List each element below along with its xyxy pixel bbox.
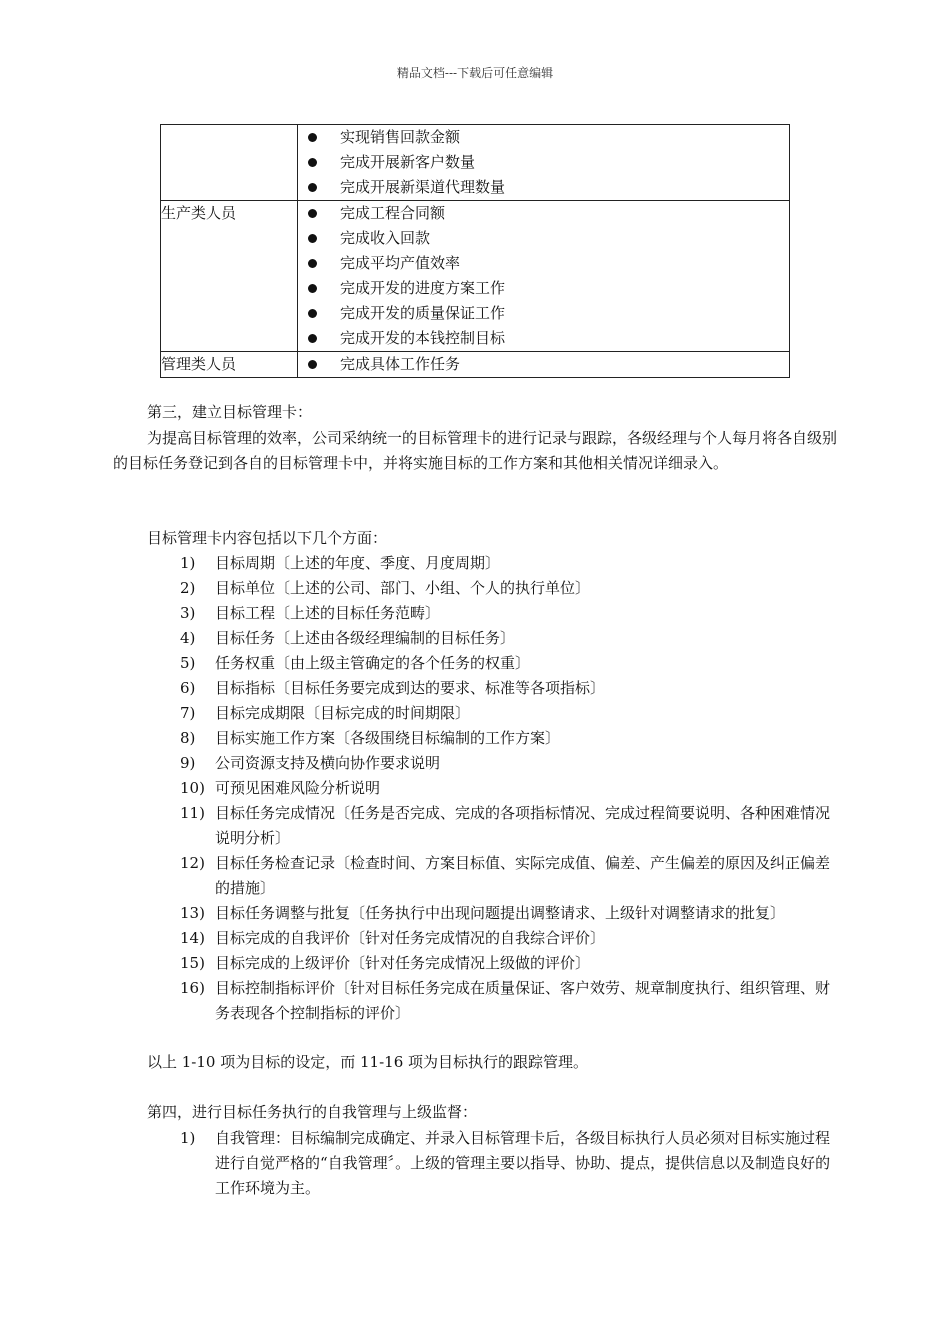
table-row [161, 125, 790, 201]
list-item: 2) 目标单位〔上述的公司、部门、小组、个人的执行单位〕 [180, 579, 591, 597]
list-item: 完成收入回款 [298, 226, 789, 251]
table-row [161, 352, 790, 378]
bullet-icon [308, 158, 317, 167]
list-item: 完成工程合同额 [298, 201, 789, 226]
section3-body: 为提高目标管理的效率，公司采纳统一的目标管理卡的进行记录与跟踪，各级经理与个人每月将各自级别的目标任务登记到各自的目标管理卡中，并将实施目标的工作方案和其他相关情况详细录入。 [113, 429, 838, 472]
items-cell [298, 201, 790, 352]
table-row [161, 201, 790, 352]
list-item: 完成开展新渠道代理数量 [298, 175, 789, 200]
page-header: 精品文档---下载后可任意编辑 [396, 66, 554, 80]
items-cell [298, 352, 790, 378]
bullet-icon [308, 183, 317, 192]
list-item: 3) 目标工程〔上述的目标任务范畴〕 [180, 604, 441, 622]
list-item: 8) 目标实施工作方案〔各级围绕目标编制的工作方案〕 [180, 729, 561, 747]
items-cell [298, 125, 790, 201]
list-item: 10) 可预见困难风险分析说明 [180, 779, 381, 797]
section3-intro: 目标管理卡内容包括以下几个方面： [147, 529, 388, 547]
list-item: 12) 目标任务检查记录〔检查时间、方案目标值、实际完成值、偏差、产生偏差的原因及纠正偏差的措施〕 [180, 854, 831, 897]
list-item: 6) 目标指标〔目标任务要完成到达的要求、标准等各项指标〕 [180, 679, 606, 697]
bullet-icon [308, 284, 317, 293]
list-item: 完成开发的进度方案工作 [298, 276, 789, 301]
list-item: 11) 目标任务完成情况〔任务是否完成、完成的各项指标情况、完成过程简要说明、各种困难情况说明分析〕 [180, 804, 831, 847]
list-item: 完成具体工作任务 [298, 352, 789, 377]
list-item: 13) 目标任务调整与批复〔任务执行中出现问题提出调整请求、上级针对调整请求的批复〕 [180, 904, 786, 922]
section3-heading: 第三，建立目标管理卡： [147, 403, 313, 421]
role-cell [161, 125, 298, 201]
list-item: 14) 目标完成的自我评价〔针对任务完成情况的自我综合评价〕 [180, 929, 606, 947]
section4-heading: 第四，进行目标任务执行的自我管理与上级监督： [147, 1103, 478, 1121]
list-item: 1) 自我管理：目标编制完成确定、并录入目标管理卡后，各级目标执行人员必须对目标实施过程进行自觉严格的“自我管理〞。上级的管理主要以指导、协助、提点，提供信息以及制造良好的工作环境为主。 [180, 1129, 831, 1197]
role-cell: 生产类人员 [161, 201, 298, 352]
list-item: 16) 目标控制指标评价〔针对目标任务完成在质量保证、客户效劳、规章制度执行、组织管理、财务表现各个控制指标的评价〕 [180, 979, 831, 1022]
bullet-icon [308, 234, 317, 243]
role-cell: 管理类人员 [161, 352, 298, 378]
list-item: 1) 目标周期〔上述的年度、季度、月度周期〕 [180, 554, 501, 572]
list-item: 完成开展新客户数量 [298, 150, 789, 175]
bullet-icon [308, 334, 317, 343]
list-item: 完成平均产值效率 [298, 251, 789, 276]
list-item: 完成开发的质量保证工作 [298, 301, 789, 326]
supervision-list [180, 1126, 840, 1201]
card-content-list [180, 551, 840, 1026]
bullet-icon [308, 133, 317, 142]
goal-table [160, 124, 790, 378]
list-item: 实现销售回款金额 [298, 125, 789, 150]
bullet-icon [308, 259, 317, 268]
list-item: 7) 目标完成期限〔目标完成的时间期限〕 [180, 704, 471, 722]
list-item: 完成开发的本钱控制目标 [298, 326, 789, 351]
bullet-icon [308, 360, 317, 369]
bullet-icon [308, 309, 317, 318]
list-item: 15) 目标完成的上级评价〔针对任务完成情况上级做的评价〕 [180, 954, 591, 972]
list-item: 4) 目标任务〔上述由各级经理编制的目标任务〕 [180, 629, 516, 647]
bullet-icon [308, 209, 317, 218]
list-item: 5) 任务权重〔由上级主管确定的各个任务的权重〕 [180, 654, 531, 672]
section3-summary: 以上 1-10 项为目标的设定，而 11-16 项为目标执行的跟踪管理。 [147, 1053, 589, 1071]
list-item: 9) 公司资源支持及横向协作要求说明 [180, 754, 441, 772]
